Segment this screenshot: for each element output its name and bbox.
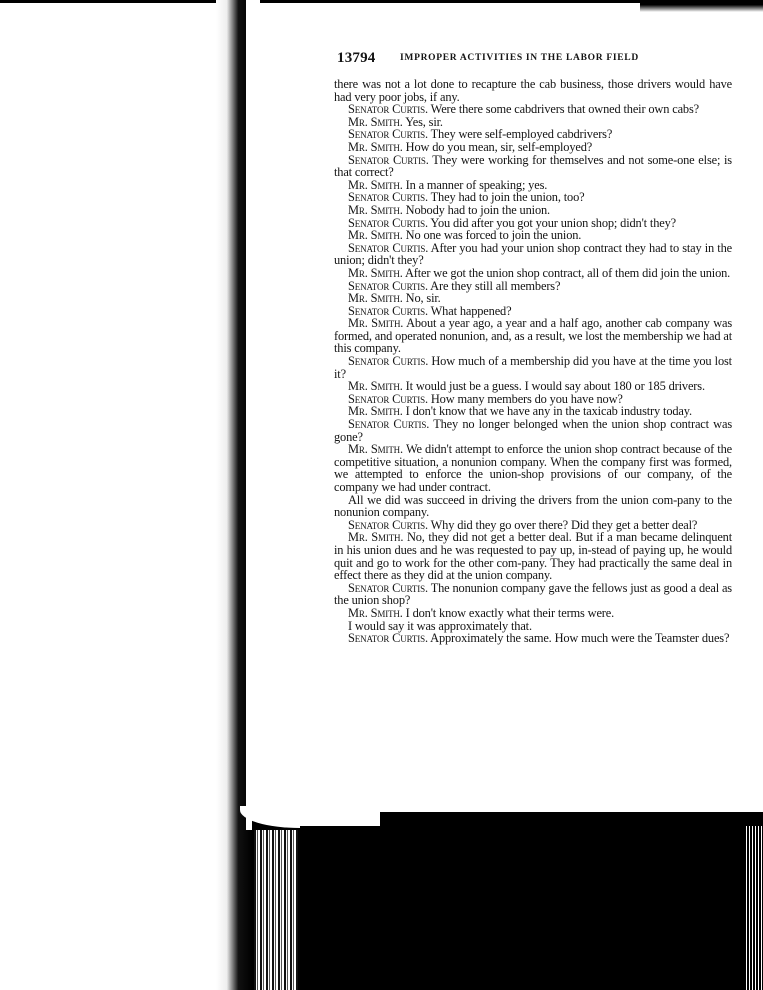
transcript-paragraph	[334, 317, 732, 355]
paragraph-text: I would say it was approximately that.	[348, 618, 532, 633]
speaker-name: Senator Curtis.	[348, 303, 428, 318]
paragraph-text: No, sir.	[405, 291, 441, 306]
top-right-corner-shadow	[640, 0, 763, 12]
speaker-name: Senator Curtis.	[348, 240, 429, 255]
page-header	[334, 50, 732, 70]
speaker-name: Mr. Smith.	[348, 228, 403, 243]
transcript-paragraph	[334, 154, 732, 179]
paragraph-text: How much of a membership did you have at the time you lost it?	[334, 354, 732, 381]
speaker-name: Mr. Smith.	[348, 442, 403, 457]
speaker-name: Senator Curtis.	[348, 631, 428, 646]
speaker-name: Mr. Smith.	[348, 379, 403, 394]
paragraph-text: You did after you got your union shop; didn't they?	[430, 215, 677, 230]
book-page	[334, 50, 732, 790]
transcript-paragraph	[334, 494, 732, 519]
speaker-name: Senator Curtis.	[348, 152, 429, 167]
paragraph-text: No, they did not get a better deal. But if a man became delinquent in his union dues and he was requested to pay up, in-stead of paying up, he would quit and go to work for the other com-pany. They had practically the same deal in effect there as they did at the union company.	[334, 530, 733, 583]
transcript-paragraph	[334, 632, 732, 645]
transcript-paragraph	[334, 443, 732, 493]
speaker-name: Senator Curtis.	[348, 190, 428, 205]
speaker-name: Senator Curtis.	[348, 354, 429, 369]
speaker-name: Mr. Smith.	[348, 530, 404, 545]
paragraph-text: We didn't attempt to enforce the union shop contract because of the competitive situation, a nonunion company. When the company first was formed, we attempted to enforce the union-shop provisions of our company, of the company we had under contract.	[334, 442, 732, 494]
paragraph-text: They no longer belonged when the union shop contract was gone?	[334, 417, 732, 444]
paragraph-text: They were self-employed cabdrivers?	[430, 127, 613, 142]
paragraph-text: After we got the union shop contract, all of them did join the union.	[404, 265, 731, 280]
transcript-paragraph	[334, 355, 732, 380]
paragraph-text: Why did they go over there? Did they get a better deal?	[430, 517, 698, 532]
transcript-body	[334, 78, 732, 645]
speaker-name: Senator Curtis.	[348, 517, 428, 532]
speaker-name: Mr. Smith.	[348, 404, 403, 419]
paragraph-text: After you had your union shop contract they had to stay in the union; didn't they?	[334, 240, 732, 268]
speaker-name: Mr. Smith.	[348, 177, 403, 192]
speaker-name: Mr. Smith.	[348, 114, 403, 129]
speaker-name: Senator Curtis.	[348, 102, 428, 117]
speaker-name: Senator Curtis.	[348, 417, 430, 432]
transcript-paragraph	[334, 242, 732, 267]
transcript-paragraph	[334, 582, 732, 607]
speaker-name: Mr. Smith.	[348, 265, 403, 280]
speaker-name: Mr. Smith.	[348, 291, 403, 306]
paragraph-text: It would just be a guess. I would say about 180 or 185 drivers.	[405, 379, 705, 394]
speaker-name: Mr. Smith.	[348, 605, 403, 620]
paragraph-text: They had to join the union, too?	[430, 190, 585, 205]
left-page-edge	[246, 0, 260, 830]
paragraph-text: How do you mean, sir, self-employed?	[405, 139, 593, 154]
paragraph-text: In a manner of speaking; yes.	[405, 177, 548, 192]
speaker-name: Senator Curtis.	[348, 215, 428, 230]
paragraph-text: I don't know exactly what their terms were.	[405, 605, 615, 620]
speaker-name: Senator Curtis.	[348, 580, 428, 595]
transcript-paragraph	[334, 531, 732, 581]
paragraph-text: About a year ago, a year and a half ago, another cab company was formed, and operated nonunion, and, as a result, we lost the membership we had at this company.	[334, 316, 733, 356]
speaker-name: Senator Curtis.	[348, 391, 428, 406]
paragraph-text: How many members do you have now?	[430, 391, 623, 406]
book-binding-strips	[254, 830, 298, 990]
page-number: 13794	[337, 50, 376, 66]
bottom-right-white	[300, 826, 740, 990]
paragraph-text: No one was forced to join the union.	[405, 228, 582, 243]
speaker-name: Mr. Smith.	[348, 202, 403, 217]
speaker-name: Mr. Smith.	[348, 139, 403, 154]
paragraph-text: Were there some cabdrivers that owned their own cabs?	[430, 102, 699, 117]
paragraph-text: Approximately the same. How much were the Teamster dues?	[430, 631, 730, 646]
paragraph-text: Yes, sir.	[405, 114, 443, 129]
paragraph-text: What happened?	[430, 303, 512, 318]
speaker-name: Senator Curtis.	[348, 127, 428, 142]
paragraph-text: I don't know that we have any in the taxicab industry today.	[405, 404, 692, 419]
paragraph-text: They were working for themselves and not some-one else; is that correct?	[334, 152, 732, 180]
speaker-name: Mr. Smith.	[348, 316, 404, 331]
transcript-paragraph	[334, 418, 732, 443]
speaker-name: Senator Curtis.	[348, 278, 428, 293]
paragraph-text: Are they still all members?	[430, 278, 561, 293]
paragraph-text: there was not a lot done to recapture the cab business, those drivers would have had very poor jobs, if any.	[334, 77, 732, 104]
right-edge-stripe	[744, 826, 763, 990]
transcript-paragraph	[334, 78, 732, 103]
paragraph-text: All we did was succeed in driving the drivers from the union com-pany to the nonunion company.	[334, 492, 732, 520]
paragraph-text: Nobody had to join the union.	[405, 202, 550, 217]
running-title: IMPROPER ACTIVITIES IN THE LABOR FIELD	[400, 53, 639, 63]
paragraph-text: The nonunion company gave the fellows just as good a deal as the union shop?	[334, 580, 732, 608]
